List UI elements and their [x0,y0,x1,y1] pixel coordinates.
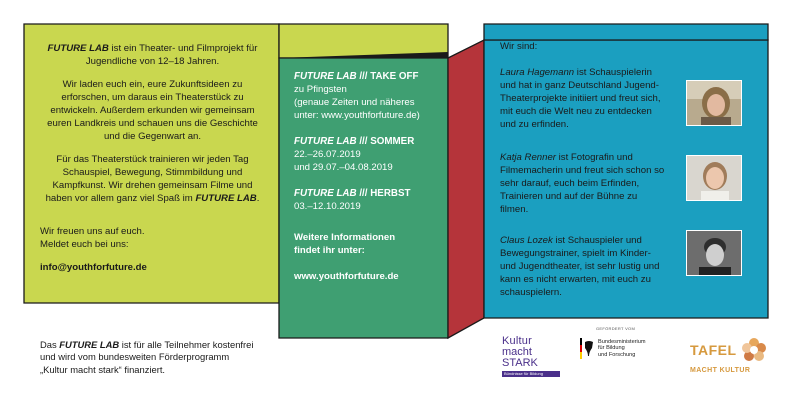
team-intro: Wir sind: [500,41,538,52]
brand-name: FUTURE LAB [195,193,257,204]
right-panel-text [500,40,668,311]
bmbf-line-2: für Bildung [598,345,625,352]
training-paragraph [40,153,265,205]
info-line-2: findet ihr unter: [294,245,365,256]
photo-claus [686,230,742,276]
person-katja [500,151,668,216]
brand-name: FUTURE LAB [47,43,109,54]
left-panel-text [40,42,265,284]
person-bio: ist Fotografin und Filmemacherin und freut sich schon so sehr darauf, euch beim Erfinden, Trainieren und auf der Bühne zu filmen. [500,152,665,215]
intro-paragraph [40,42,265,68]
tafel-macht-kultur-logo [690,337,770,377]
person-claus [500,234,668,299]
kultur-word: Kultur [502,335,532,347]
person-name: Katja Renner [500,152,556,163]
take-off-heading [294,70,444,83]
person-bio: ist Schauspielerin und hat in ganz Deutschland Jugend-Theaterprojekte initiiert und freut sich, mit euch die Welt neu zu entdecken und zu erfinden. [500,67,661,130]
intro-text: ist ein Theater- und Filmprojekt für Jugendliche von 12–18 Jahren. [85,43,258,67]
autumn-heading [294,187,444,200]
take-off-line-3: unter: www.youthforfuture.de) [294,110,420,121]
middle-panel-text [294,70,444,283]
bmbf-funded-by: GEFÖRDERT VOM [596,326,636,331]
brand-name: FUTURE LAB [294,188,357,199]
training-text: Für das Theaterstück trainieren wir jeden Tag Schauspiel, Bewegung, Stimmbildung und Kampfkunst. Wir drehen gemeinsam Filme und haben vor allem ganz viel Spaß im [45,154,253,204]
brand-name: FUTURE LAB [59,339,120,350]
bmbf-line-1: Bundesministerium [598,339,646,345]
macht-stark-word: macht STARK [502,346,538,369]
bmbf-logo [578,326,668,376]
autumn-block [294,187,444,213]
eagle-icon [580,338,594,360]
heading-title: /// HERBST [356,188,411,199]
heading-title: /// TAKE OFF [356,71,419,82]
summer-heading [294,135,444,148]
tafel-word: TAFEL [690,341,737,358]
autumn-dates: 03.–12.10.2019 [294,201,361,212]
email-link[interactable]: info@youthforfuture.de [40,262,147,273]
flower-icon [741,337,767,363]
funding-note [40,339,280,376]
bmbf-name [598,339,646,358]
brand-name: FUTURE LAB [294,71,357,82]
photo-katja [686,155,742,201]
bmbf-line-3: und Forschung [598,351,636,358]
kultur-subtitle: Bündnisse für Bildung [502,371,560,377]
take-off-line-1: zu Pfingsten [294,84,347,95]
red-panel [448,40,484,338]
person-bio: ist Schauspieler und Bewegungstrainer, spielt im Kinder- und Jugendtheater, ist sehr lustig und kann es nicht erwarten, mit euch zu schauspielern. [500,235,660,298]
heading-title: /// SOMMER [356,136,415,147]
tafel-row [690,337,770,363]
kultur-macht-stark-logo [502,336,562,376]
funding-pre: Das [40,339,60,350]
person-laura [500,66,668,131]
funding-line-3: „Kultur macht stark“ finanziert. [40,363,166,375]
summer-dates-2: und 29.07.–04.08.2019 [294,162,393,173]
take-off-block [294,70,444,122]
summer-dates-1: 22.–26.07.2019 [294,149,361,160]
contact-line-1: Wir freuen uns auf euch. [40,226,145,237]
take-off-line-2: (genaue Zeiten und näheres [294,97,415,108]
blue-fold [484,24,768,40]
person-name: Claus Lozek [500,235,553,246]
contact-line-2: Meldet euch bei uns: [40,239,129,250]
invite-paragraph: Wir laden euch ein, eure Zukunftsideen zu erforschen, um daraus ein Theaterstück zu entwickeln. Außerdem erkunden wir gemeinsam euren Landkreis und schauen uns die Geschichte und die Gegenwart an. [47,79,258,142]
info-line-1: Weitere Informationen [294,232,396,243]
funding-post: ist für alle Teilnehmer kostenfrei [119,339,254,350]
photo-laura [686,80,742,126]
funding-line-1 [40,339,280,351]
tafel-subtitle: MACHT KULTUR [690,367,751,374]
info-block [294,231,444,257]
training-end: . [256,193,260,204]
website-link[interactable]: www.youthforfuture.de [294,271,399,282]
contact-paragraph [40,225,265,251]
funding-line-2: und wird vom bundesweiten Förderprogramm [40,351,230,363]
summer-block [294,135,444,174]
brand-name: FUTURE LAB [294,136,357,147]
person-name: Laura Hagemann [500,67,575,78]
